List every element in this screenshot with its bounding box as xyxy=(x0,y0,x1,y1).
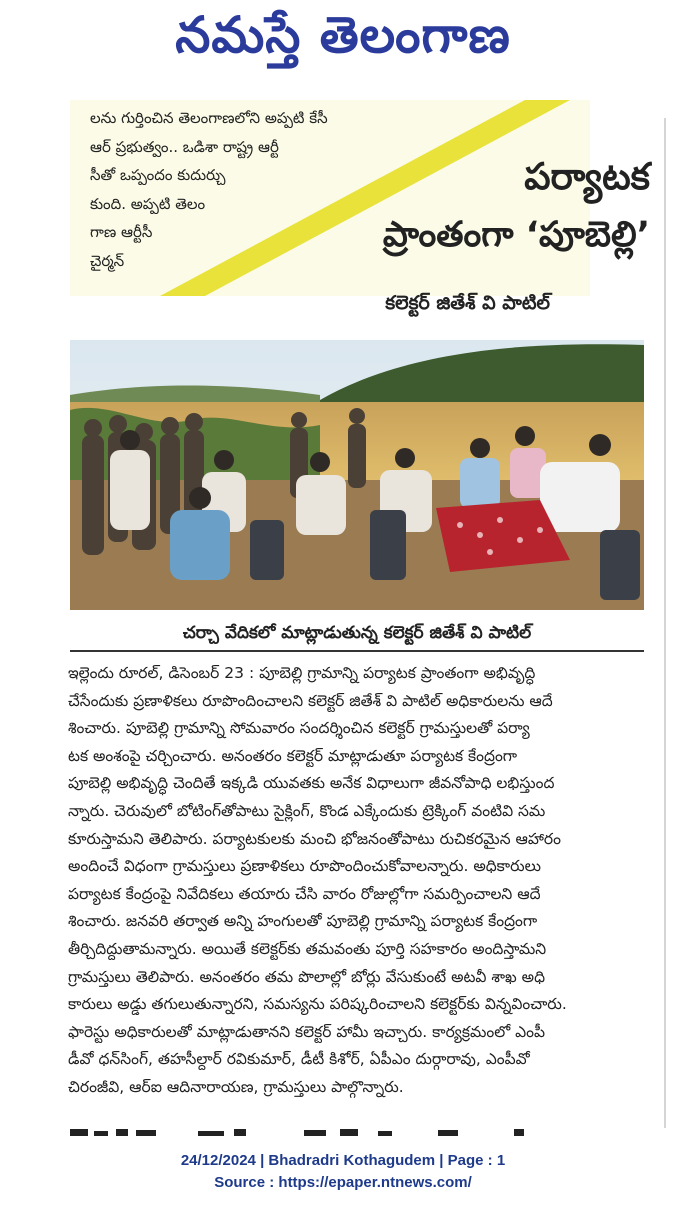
photo-caption: చర్చా వేదికలో మాట్లాడుతున్న కలెక్టర్ జితేశ్ వి పాటిల్ xyxy=(182,623,532,643)
headline-line-2: ప్రాంతంగా ‘పూబెల్లి’ xyxy=(382,215,650,255)
masthead-title: నమస్తే తెలంగాణ xyxy=(175,6,511,64)
footer-source-link[interactable]: Source : https://epaper.ntnews.com/ xyxy=(214,1174,472,1191)
caption-divider xyxy=(70,650,644,652)
body-line: ఫారెస్టు అధికారులతో మాట్లాడుతానని కలెక్టర్ హామీ ఇచ్చారు. కార్యక్రమంలో ఎంపీ xyxy=(68,1022,545,1041)
body-line: శించారు. జనవరి తర్వాత అన్ని హంగులతో పూబెల్లి గ్రామాన్ని పర్యాటక కేంద్రంగా xyxy=(68,912,538,931)
body-line: కారులు అడ్డు తగులుతున్నారని, సమస్యను పరిష్కరించాలని కలెక్టర్‌కు విన్నవించారు. xyxy=(68,995,567,1014)
headline-line-1: పర్యాటక xyxy=(524,155,650,198)
body-line: అందించే విధంగా గ్రామస్తులు ప్రణాళికలు రూపొందించుకోవాలన్నారు. అధికారులు xyxy=(68,857,542,876)
body-line: చేసేందుకు ప్రణాళికలు రూపొందించాలని కలెక్టర్ జితేశ్ వి పాటిల్ అధికారులను ఆదే xyxy=(68,691,553,710)
body-line: పూబెల్లి అభివృద్ధి చెందితే ఇక్కడి యువతకు అనేక విధాలుగా జీవనోపాధి లభిస్తుంద xyxy=(68,774,555,793)
body-line: చిరంజీవి, ఆర్ఐ ఆదినారాయణ, గ్రామస్తులు పాల్గొన్నారు. xyxy=(68,1077,404,1096)
body-line: శించారు. పూబెల్లి గ్రామాన్ని సోమవారం సందర్శించిన కలెక్టర్ గ్రామస్తులతో పర్యా xyxy=(68,719,530,738)
article-body xyxy=(68,660,648,1102)
body-line: కూరుస్తామని తెలిపారు. పర్యాటకులకు మంచి భోజనంతోపాటు రుచికరమైన ఆహారం xyxy=(68,829,561,848)
teaser-line: కుంది. అప్పటి తెలం xyxy=(90,194,206,213)
teaser-line: ఆర్ ప్రభుత్వం.. ఒడిశా రాష్ట్ర ఆర్టీ xyxy=(90,137,279,156)
clipping-edge-rule xyxy=(664,118,666,1128)
teaser-line: చైర్మన్ xyxy=(90,251,125,270)
body-line: గ్రామస్తులు తెలిపారు. అనంతరం తమ పొలాల్లో బోర్లు వేసుకుంటే అటవీ శాఖ అధి xyxy=(68,967,546,986)
page-footer xyxy=(0,1150,686,1194)
body-line: న్నారు. చెరువులో బోటింగ్‌తోపాటు సైక్లింగ్, కొండ ఎక్కేందుకు ట్రెక్కింగ్ వంటివి సమ xyxy=(68,801,546,820)
body-line: పర్యాటక కేంద్రంపై నివేదికలు తయారు చేసి వారం రోజుల్లోగా సమర్పించాలని ఆదే xyxy=(68,884,541,903)
body-line: డీవో ధన్‌సింగ్, తహసీల్దార్ రవికుమార్, డీటీ కిశోర్, ఏపీఎం దుర్గారావు, ఎంపీవో xyxy=(68,1050,530,1069)
next-article-cut-headline xyxy=(68,1124,548,1136)
body-line: తీర్చిదిద్దుతామన్నారు. అయితే కలెక్టర్‌కు తమవంతు పూర్తి సహకారం అందిస్తామని xyxy=(68,939,547,958)
cut-headline-shapes xyxy=(68,1127,548,1136)
teaser-line: లను గుర్తించిన తెలంగాణలోని అప్పటి కేసీ xyxy=(90,109,328,127)
teaser-line: గాణ ఆర్టీసీ xyxy=(90,223,153,241)
byline: కలెక్టర్ జితేశ్ వి పాటిల్ xyxy=(385,292,550,314)
article-photo xyxy=(70,340,644,610)
meeting-photo-illustration xyxy=(70,340,644,610)
masthead xyxy=(0,0,686,86)
body-line: ఇల్లెందు రూరల్, డిసెంబర్ 23 : పూబెల్లి గ్రామాన్ని పర్యాటక ప్రాంతంగా అభివృద్ధి xyxy=(68,664,536,682)
footer-date-edition: 24/12/2024 | Bhadradri Kothagudem | Page : 1 xyxy=(180,1152,506,1169)
body-line: టక అంశంపై చర్చించారు. అనంతరం కలెక్టర్ మాట్లాడుతూ పర్యాటక కేంద్రంగా xyxy=(68,746,518,765)
teaser-line: సీతో ఒప్పందం కుదుర్చు xyxy=(90,166,226,184)
